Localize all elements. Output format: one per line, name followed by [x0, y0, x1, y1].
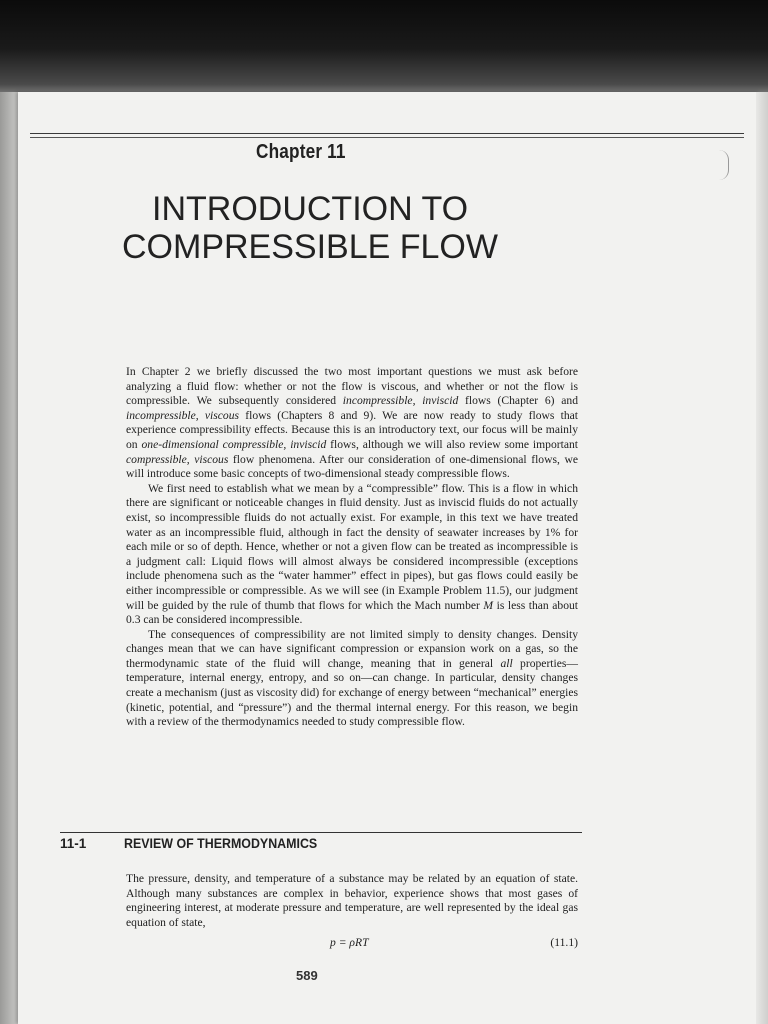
- section-heading: [60, 836, 334, 851]
- emphasis-text: M: [483, 598, 494, 612]
- chapter-rule-secondary: [30, 137, 744, 138]
- text-span: is less than about 0.3 can be considered incompressible.: [126, 598, 579, 627]
- chapter-rule: [30, 133, 744, 134]
- emphasis-text: incompressible, inviscid: [342, 394, 459, 408]
- chapter-title: [122, 190, 498, 266]
- chapter-title-line-2: COMPRESSIBLE FLOW: [122, 228, 498, 266]
- intro-text: [126, 365, 578, 730]
- text-span: We first need to establish what we mean by a “compressible” flow. This is a flow in which there are significant or noticeable changes in fluid density. Just as inviscid fluids do not actually exist, so incompressible fluids do not actually exist. For example, in this text we have treated water as an incompressible fluid, although in fact the density of seawater increases by 1% for each mile or so of depth. Hence, whether or not a given flow can be treated as incompressible is a judgment call: Liquid flows will almost always be considered incompressible (exceptions include phenomena such as the “water hammer” effect in pipes), but gas flows could easily be either incompressible or compressible. As we will see (in Example Problem 11.5), our judgment will be guided by the rule of thumb that flows for which the Mach number: [126, 481, 578, 612]
- text-span: flow phenomena. After our consideration of one-dimensional flows, we will introduce some basic concepts of two-dimensional steady compressible flows.: [126, 452, 578, 481]
- emphasis-text: compressible, viscous: [126, 452, 229, 466]
- text-span: flows (Chapter 6) and: [458, 394, 579, 408]
- intro-paragraph-1: [126, 365, 578, 482]
- page-edge: [756, 92, 768, 1024]
- text-span: flows, although we will also review some important: [326, 437, 578, 451]
- section-rule: [60, 832, 582, 833]
- emphasis-text: incompressible, viscous: [126, 408, 240, 422]
- intro-paragraph-3: [126, 628, 578, 730]
- text-span: In Chapter 2 we briefly discussed the two most important questions we must ask before analyzing a fluid flow: whether or not the flow is viscous, and whether or not the flow is compressible. We subsequently considered: [126, 365, 578, 408]
- section-text: [126, 872, 578, 930]
- section-number: 11-1: [60, 836, 87, 851]
- section-title: REVIEW OF THERMODYNAMICS: [124, 836, 318, 851]
- chapter-title-line-1: INTRODUCTION TO: [152, 190, 469, 228]
- margin-bracket-mark: [718, 150, 729, 180]
- section-paragraph-1: The pressure, density, and temperature of a substance may be related by an equation of state. Although many substances are complex in behavior, experience shows that most gases of engineering interest, at moderate pressure and temperature, are well represented by the ideal gas equation of state,: [126, 872, 578, 929]
- emphasis-text: one-dimensional compressible, inviscid: [141, 437, 327, 451]
- binding-shadow: [0, 92, 20, 1024]
- intro-paragraph-2: [126, 482, 578, 628]
- equation-row: [126, 936, 578, 952]
- page-number: 589: [296, 968, 318, 983]
- chapter-label: Chapter 11: [256, 141, 346, 163]
- ideal-gas-equation: p = ρRT: [330, 936, 369, 949]
- emphasis-text: all: [500, 656, 513, 670]
- text-span: The consequences of compressibility are not limited simply to density changes. Density changes mean that we can have significant compression or expansion work on a gas, so the thermodynamic state of the fluid will change, meaning that in general: [126, 627, 578, 670]
- equation-number: (11.1): [550, 936, 578, 949]
- text-span: properties—temperature, internal energy, entropy, and so on—can change. In particular, density changes create a mechanism (just as viscosity did) for exchange of energy between “mechanical” energies (kinetic, potential, and “pressure”) and the thermal internal energy. For this reason, we begin with a review of the thermodynamics needed to study compressible flow.: [126, 656, 578, 729]
- text-span: flows (Chapters 8 and 9). We are now ready to study flows that experience compressibility effects. Because this is an introductory text, our focus will be mainly on: [126, 408, 578, 451]
